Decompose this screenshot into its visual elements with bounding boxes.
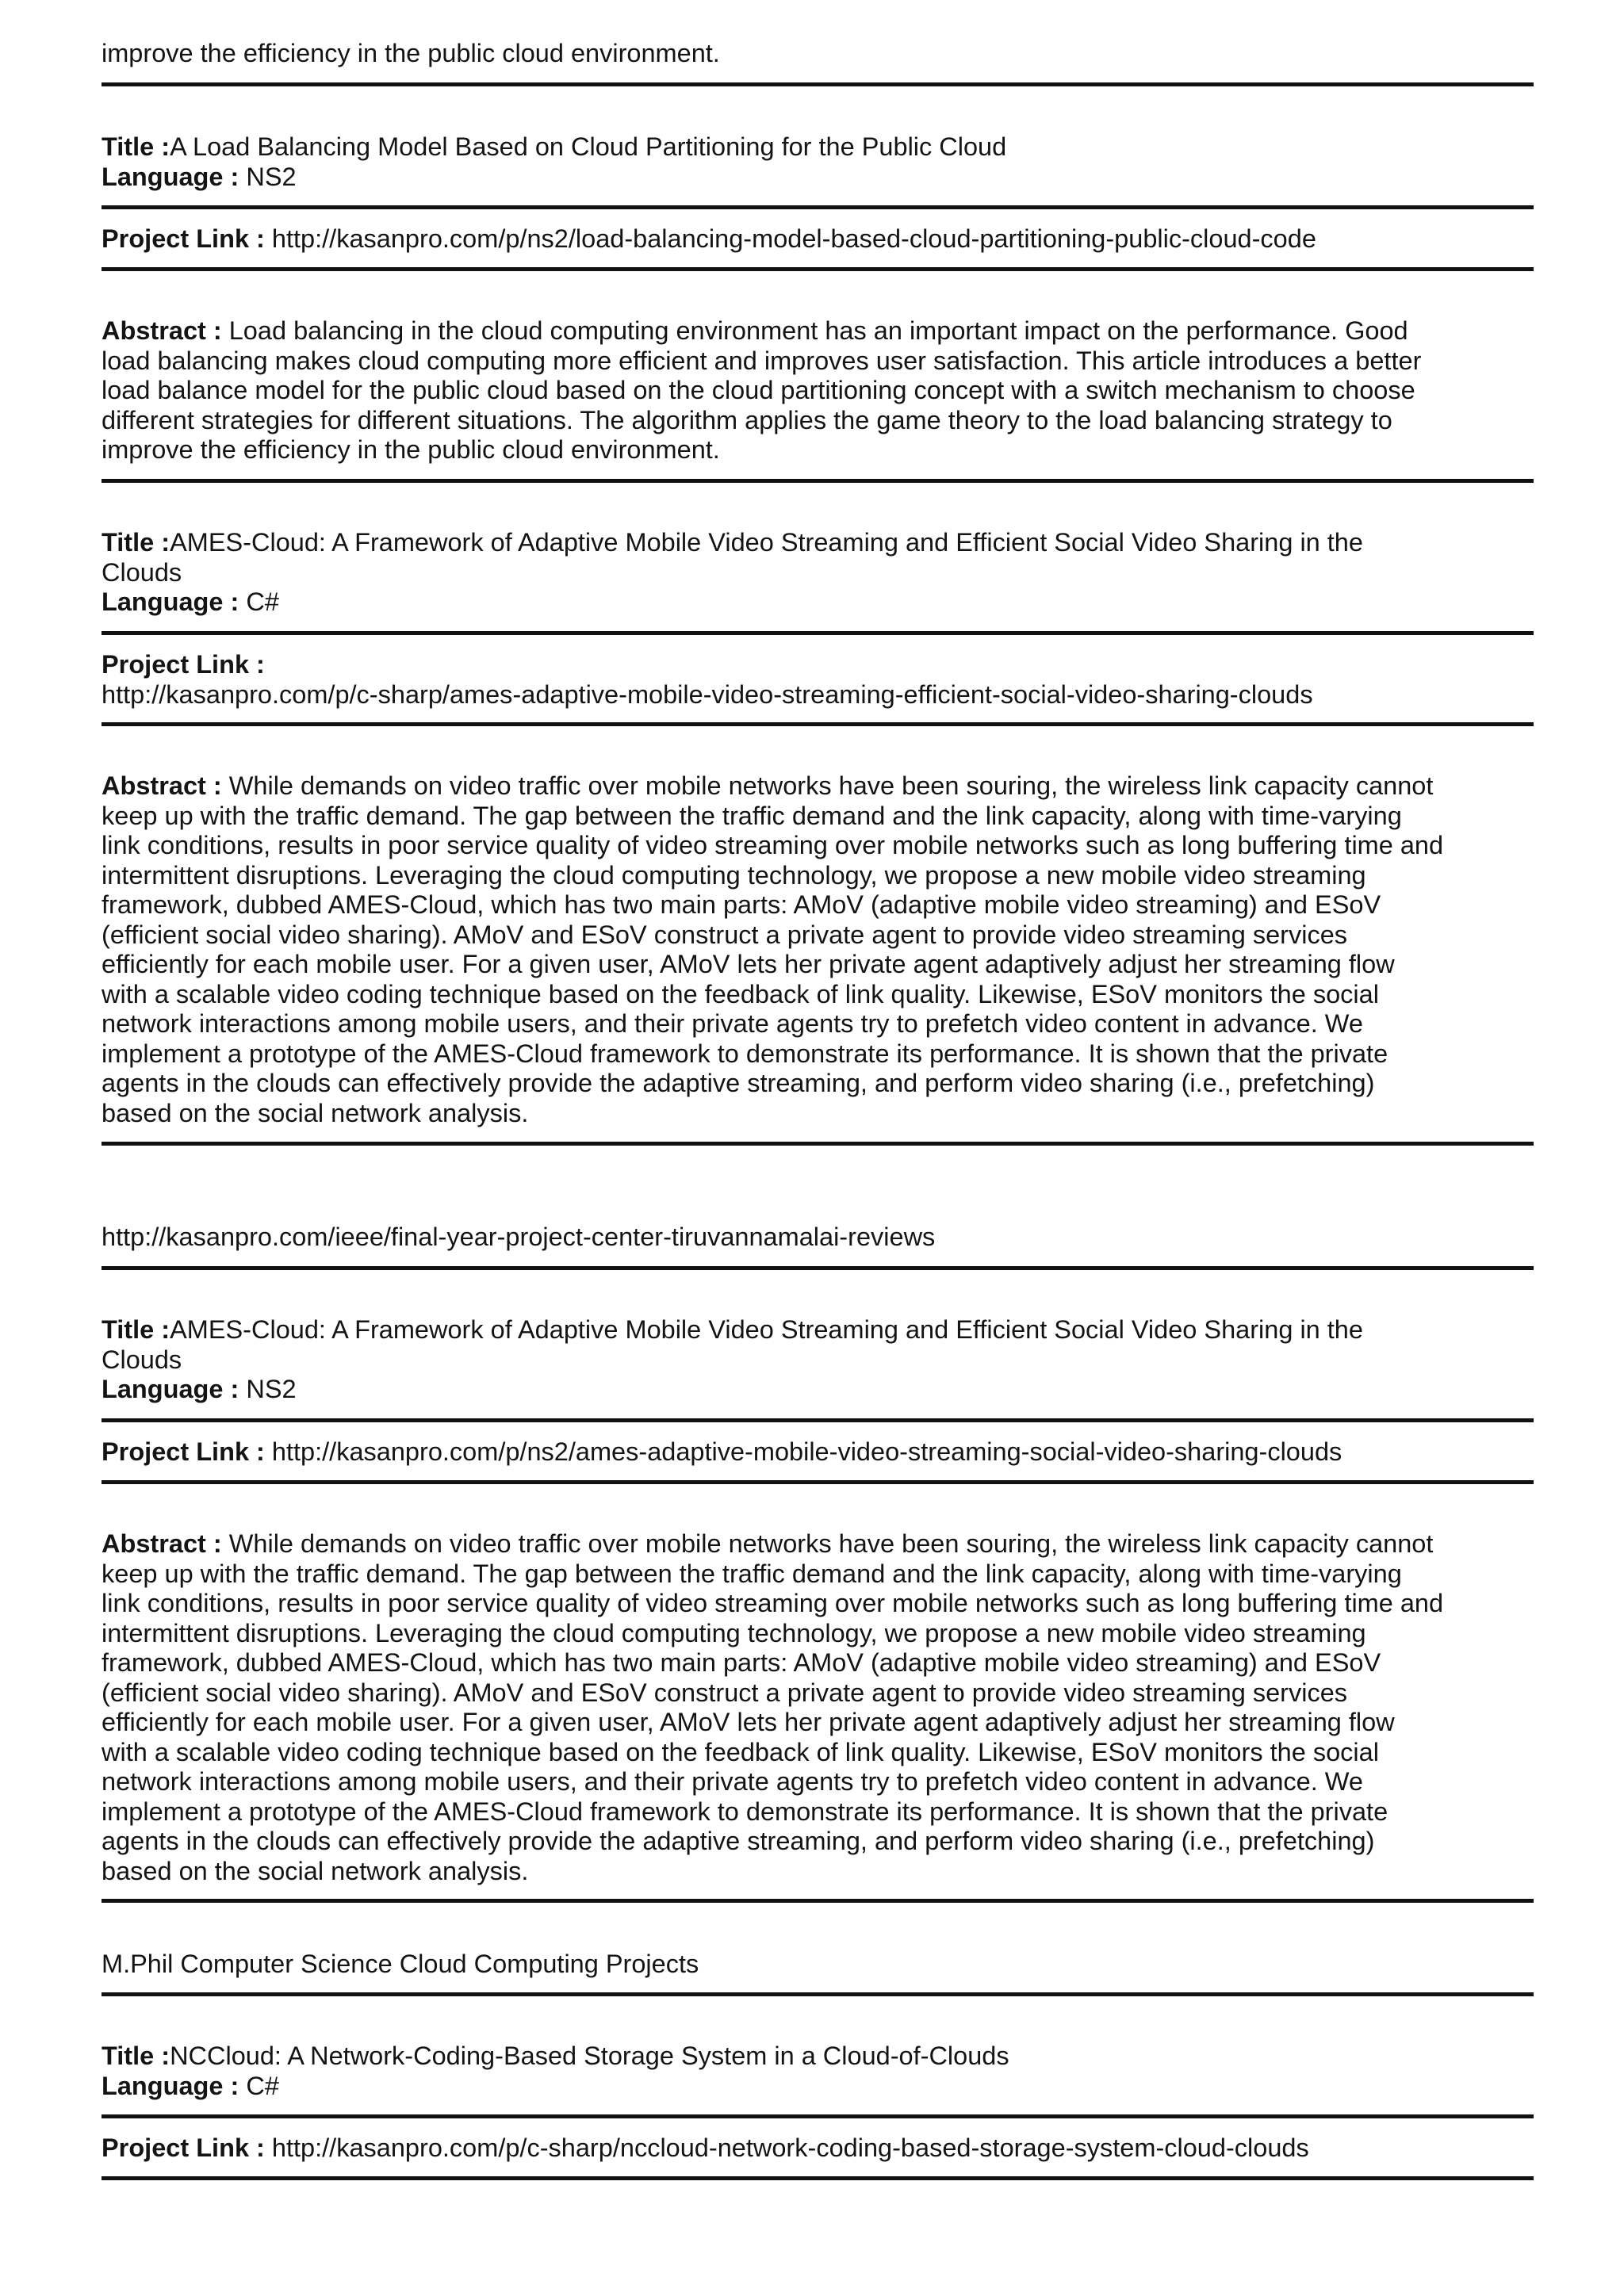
abstract-label: Abstract :: [102, 1529, 222, 1558]
abstract-line: framework, dubbed AMES-Cloud, which has two main parts: AMoV (adaptive mobile video streaming) and ESoV: [102, 1648, 1381, 1677]
abstract-line: network interactions among mobile users, and their private agents try to prefetch video content in advance. We: [102, 1009, 1363, 1038]
entry-3-abstract: [102, 1529, 1443, 1886]
abstract-line: While demands on video traffic over mobile networks have been souring, the wireless link capacity cannot: [228, 1529, 1434, 1558]
abstract-line: keep up with the traffic demand. The gap between the traffic demand and the link capacity, along with time-varying: [102, 1559, 1402, 1588]
entry-4-project-link-row: [102, 2133, 1309, 2164]
abstract-line: (efficient social video sharing). AMoV and ESoV construct a private agent to provide video streaming services: [102, 920, 1348, 949]
divider: [102, 1142, 1534, 1146]
abstract-line: framework, dubbed AMES-Cloud, which has two main parts: AMoV (adaptive mobile video streaming) and ESoV: [102, 890, 1381, 919]
title-label: Title :: [102, 1315, 170, 1344]
divider: [102, 479, 1534, 483]
divider: [102, 2114, 1534, 2118]
divider: [102, 205, 1534, 209]
entry-4-language: C#: [246, 2071, 279, 2100]
entry-3-language: NS2: [246, 1375, 297, 1403]
divider: [102, 631, 1534, 635]
abstract-line: While demands on video traffic over mobile networks have been souring, the wireless link capacity cannot: [228, 771, 1434, 800]
abstract-line: link conditions, results in poor service quality of video streaming over mobile networks such as long buffering time and: [102, 1589, 1444, 1617]
entry-2-title: AMES-Cloud: A Framework of Adaptive Mobile Video Streaming and Efficient Social Video Sharing in the: [170, 528, 1363, 557]
language-label: Language :: [102, 1375, 239, 1403]
entry-1-project-link-row: [102, 224, 1316, 254]
language-label: Language :: [102, 2071, 239, 2100]
continued-abstract-text: improve the efficiency in the public cloud environment.: [102, 39, 720, 67]
divider: [102, 1992, 1534, 1996]
reviews-link[interactable]: http://kasanpro.com/ieee/final-year-project-center-tiruvannamalai-reviews: [102, 1223, 936, 1251]
abstract-line: different strategies for different situations. The algorithm applies the game theory to the load balancing strategy to: [102, 405, 1392, 434]
abstract-line: agents in the clouds can effectively provide the adaptive streaming, and perform video sharing (i.e., prefetching): [102, 1069, 1375, 1097]
abstract-line: agents in the clouds can effectively provide the adaptive streaming, and perform video sharing (i.e., prefetching): [102, 1827, 1375, 1855]
abstract-line: load balancing makes cloud computing more efficient and improves user satisfaction. This article introduces a better: [102, 346, 1422, 375]
abstract-line: Load balancing in the cloud computing environment has an important impact on the performance. Good: [228, 316, 1408, 345]
abstract-line: implement a prototype of the AMES-Cloud framework to demonstrate its performance. It is shown that the private: [102, 1039, 1388, 1068]
entry-4-project-link[interactable]: http://kasanpro.com/p/c-sharp/nccloud-network-coding-based-storage-system-cloud-clouds: [271, 2133, 1309, 2162]
abstract-line: keep up with the traffic demand. The gap between the traffic demand and the link capacity, along with time-varying: [102, 801, 1402, 830]
abstract-line: (efficient social video sharing). AMoV and ESoV construct a private agent to provide video streaming services: [102, 1678, 1348, 1707]
entry-2-project-link-row: [102, 650, 1313, 710]
language-label: Language :: [102, 162, 239, 191]
entry-1-header: [102, 132, 1006, 192]
entry-2-header: [102, 528, 1363, 618]
title-label: Title :: [102, 132, 170, 161]
divider: [102, 267, 1534, 271]
abstract-line: efficiently for each mobile user. For a given user, AMoV lets her private agent adaptively adjust her streaming flow: [102, 1708, 1395, 1736]
project-link-label: Project Link :: [102, 224, 265, 253]
entry-4-header: [102, 2042, 1009, 2101]
divider: [102, 1266, 1534, 1270]
language-label: Language :: [102, 587, 239, 616]
section-heading: M.Phil Computer Science Cloud Computing Projects: [102, 1950, 699, 1978]
entry-3-project-link-row: [102, 1437, 1342, 1468]
divider: [102, 1418, 1534, 1422]
abstract-label: Abstract :: [102, 771, 222, 800]
divider: [102, 1899, 1534, 1903]
abstract-line: based on the social network analysis.: [102, 1856, 529, 1885]
entry-2-project-link[interactable]: http://kasanpro.com/p/c-sharp/ames-adaptive-mobile-video-streaming-efficient-social-video-sharing-clouds: [102, 679, 1313, 709]
entry-3-project-link[interactable]: http://kasanpro.com/p/ns2/ames-adaptive-mobile-video-streaming-social-video-sharing-clouds: [271, 1437, 1342, 1466]
abstract-line: implement a prototype of the AMES-Cloud framework to demonstrate its performance. It is shown that the private: [102, 1797, 1388, 1826]
divider: [102, 2176, 1534, 2180]
title-label: Title :: [102, 2042, 170, 2070]
entry-1-title: A Load Balancing Model Based on Cloud Partitioning for the Public Cloud: [170, 132, 1007, 161]
abstract-line: load balance model for the public cloud based on the cloud partitioning concept with a switch mechanism to choose: [102, 376, 1415, 404]
entry-2-abstract: [102, 771, 1443, 1128]
abstract-label: Abstract :: [102, 316, 222, 345]
entry-2-title-cont: Clouds: [102, 557, 182, 587]
abstract-line: based on the social network analysis.: [102, 1098, 529, 1127]
entry-1-language: NS2: [246, 162, 297, 191]
project-link-label: Project Link :: [102, 2133, 265, 2162]
divider: [102, 722, 1534, 726]
entry-3-title: AMES-Cloud: A Framework of Adaptive Mobile Video Streaming and Efficient Social Video Sharing in the: [170, 1315, 1363, 1344]
abstract-line: with a scalable video coding technique based on the feedback of link quality. Likewise, ESoV monitors the social: [102, 1737, 1379, 1766]
abstract-line: network interactions among mobile users, and their private agents try to prefetch video content in advance. We: [102, 1767, 1363, 1796]
divider: [102, 82, 1534, 86]
entry-3-header: [102, 1315, 1363, 1405]
abstract-line: improve the efficiency in the public cloud environment.: [102, 435, 720, 464]
entry-1-project-link[interactable]: http://kasanpro.com/p/ns2/load-balancing-model-based-cloud-partitioning-public-cloud-code: [271, 224, 1316, 253]
abstract-line: with a scalable video coding technique based on the feedback of link quality. Likewise, ESoV monitors the social: [102, 979, 1379, 1008]
project-link-label: Project Link :: [102, 650, 265, 679]
project-link-label: Project Link :: [102, 1437, 265, 1466]
entry-2-language: C#: [246, 587, 279, 616]
abstract-line: efficiently for each mobile user. For a given user, AMoV lets her private agent adaptively adjust her streaming flow: [102, 950, 1395, 978]
abstract-line: intermittent disruptions. Leveraging the cloud computing technology, we propose a new mobile video streaming: [102, 860, 1366, 890]
entry-3-title-cont: Clouds: [102, 1345, 182, 1374]
entry-1-abstract: [102, 316, 1421, 465]
entry-4-title: NCCloud: A Network-Coding-Based Storage System in a Cloud-of-Clouds: [170, 2042, 1009, 2070]
abstract-line: intermittent disruptions. Leveraging the cloud computing technology, we propose a new mobile video streaming: [102, 1618, 1366, 1647]
abstract-line: link conditions, results in poor service quality of video streaming over mobile networks such as long buffering time and: [102, 831, 1444, 859]
divider: [102, 1480, 1534, 1484]
title-label: Title :: [102, 528, 170, 557]
